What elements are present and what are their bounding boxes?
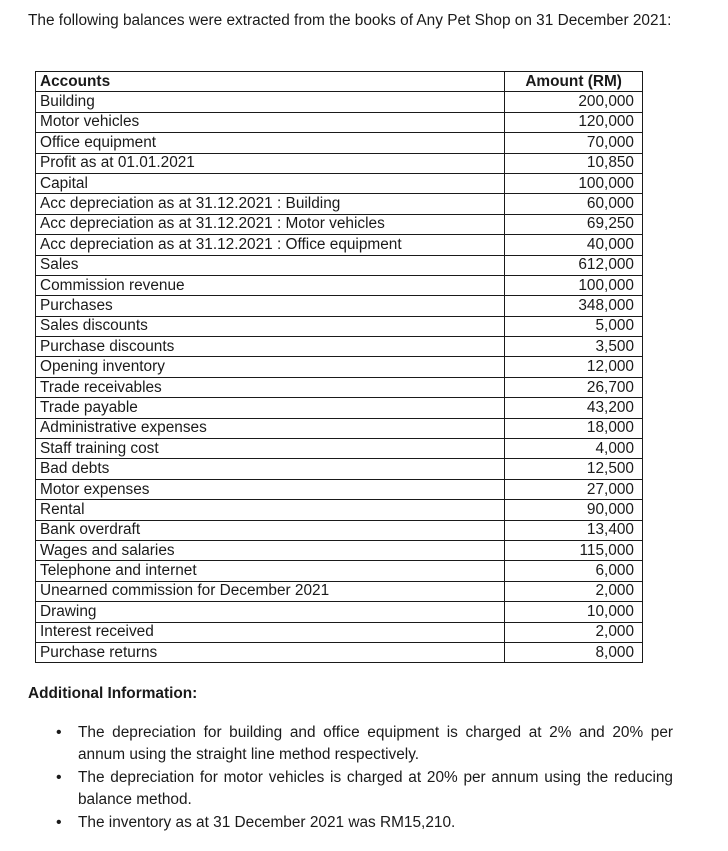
amount-cell: 13,400	[505, 520, 643, 540]
table-row	[36, 173, 643, 193]
amount-cell: 115,000	[505, 540, 643, 560]
amount-cell: 348,000	[505, 296, 643, 316]
amount-cell: 12,500	[505, 459, 643, 479]
list-item-text: The depreciation for motor vehicles is charged at 20% per annum using the reducing balance method.	[78, 769, 673, 808]
account-name-cell: Capital	[36, 173, 505, 193]
account-name-cell: Drawing	[36, 602, 505, 622]
intro-paragraph: The following balances were extracted from the books of Any Pet Shop on 31 December 2021:	[28, 12, 672, 29]
balances-table	[35, 71, 643, 663]
amount-cell: 2,000	[505, 581, 643, 601]
bullet-icon: •	[56, 724, 62, 741]
account-name-cell: Opening inventory	[36, 357, 505, 377]
additional-info-list	[28, 722, 673, 836]
table-row	[36, 642, 643, 662]
list-item	[28, 812, 673, 834]
table-header-row	[36, 72, 643, 92]
account-name-cell: Trade receivables	[36, 377, 505, 397]
table-row	[36, 561, 643, 581]
account-name-cell: Interest received	[36, 622, 505, 642]
account-name-cell: Telephone and internet	[36, 561, 505, 581]
amount-cell: 60,000	[505, 194, 643, 214]
table-row	[36, 459, 643, 479]
amount-cell: 612,000	[505, 255, 643, 275]
table-row	[36, 418, 643, 438]
account-name-cell: Sales	[36, 255, 505, 275]
table-row	[36, 602, 643, 622]
account-name-cell: Motor expenses	[36, 479, 505, 499]
account-name-cell: Rental	[36, 500, 505, 520]
bullet-icon: •	[56, 769, 62, 786]
table-row	[36, 255, 643, 275]
account-name-cell: Acc depreciation as at 31.12.2021 : Motor vehicles	[36, 214, 505, 234]
table-row	[36, 275, 643, 295]
list-item-text: The depreciation for building and office equipment is charged at 2% and 20% per annum using the straight line method respectively.	[78, 724, 673, 763]
amount-cell: 70,000	[505, 133, 643, 153]
table-row	[36, 520, 643, 540]
amount-header: Amount (RM)	[505, 72, 643, 92]
table-row	[36, 153, 643, 173]
account-name-cell: Purchase discounts	[36, 337, 505, 357]
amount-cell: 90,000	[505, 500, 643, 520]
amount-cell: 10,000	[505, 602, 643, 622]
amount-cell: 120,000	[505, 112, 643, 132]
amount-cell: 4,000	[505, 439, 643, 459]
table-row	[36, 235, 643, 255]
table-row	[36, 357, 643, 377]
table-row	[36, 479, 643, 499]
amount-cell: 26,700	[505, 377, 643, 397]
additional-info-heading: Additional Information:	[28, 685, 198, 702]
amount-cell: 10,850	[505, 153, 643, 173]
amount-cell: 69,250	[505, 214, 643, 234]
table-row	[36, 377, 643, 397]
amount-cell: 3,500	[505, 337, 643, 357]
table-row	[36, 622, 643, 642]
table-row	[36, 439, 643, 459]
table-row	[36, 112, 643, 132]
table-row	[36, 296, 643, 316]
list-item-text: The inventory as at 31 December 2021 was RM15,210.	[78, 814, 456, 831]
account-name-cell: Acc depreciation as at 31.12.2021 : Building	[36, 194, 505, 214]
amount-cell: 40,000	[505, 235, 643, 255]
amount-cell: 8,000	[505, 642, 643, 662]
table-row	[36, 214, 643, 234]
account-name-cell: Wages and salaries	[36, 540, 505, 560]
amount-cell: 27,000	[505, 479, 643, 499]
account-name-cell: Profit as at 01.01.2021	[36, 153, 505, 173]
account-name-cell: Building	[36, 92, 505, 112]
accounts-header: Accounts	[36, 72, 505, 92]
list-item	[28, 722, 673, 765]
amount-cell: 200,000	[505, 92, 643, 112]
account-name-cell: Bad debts	[36, 459, 505, 479]
amount-cell: 43,200	[505, 398, 643, 418]
table-row	[36, 540, 643, 560]
bullet-icon: •	[56, 814, 62, 831]
table-row	[36, 316, 643, 336]
account-name-cell: Office equipment	[36, 133, 505, 153]
account-name-cell: Motor vehicles	[36, 112, 505, 132]
account-name-cell: Acc depreciation as at 31.12.2021 : Office equipment	[36, 235, 505, 255]
account-name-cell: Purchase returns	[36, 642, 505, 662]
account-name-cell: Staff training cost	[36, 439, 505, 459]
amount-cell: 2,000	[505, 622, 643, 642]
amount-cell: 6,000	[505, 561, 643, 581]
account-name-cell: Administrative expenses	[36, 418, 505, 438]
table-row	[36, 398, 643, 418]
account-name-cell: Purchases	[36, 296, 505, 316]
account-name-cell: Commission revenue	[36, 275, 505, 295]
table-row	[36, 92, 643, 112]
table-row	[36, 337, 643, 357]
balances-body	[36, 92, 643, 663]
table-row	[36, 581, 643, 601]
account-name-cell: Trade payable	[36, 398, 505, 418]
amount-cell: 5,000	[505, 316, 643, 336]
amount-cell: 100,000	[505, 173, 643, 193]
table-row	[36, 500, 643, 520]
amount-cell: 18,000	[505, 418, 643, 438]
table-row	[36, 133, 643, 153]
amount-cell: 100,000	[505, 275, 643, 295]
account-name-cell: Sales discounts	[36, 316, 505, 336]
account-name-cell: Bank overdraft	[36, 520, 505, 540]
account-name-cell: Unearned commission for December 2021	[36, 581, 505, 601]
table-row	[36, 194, 643, 214]
list-item	[28, 767, 673, 810]
amount-cell: 12,000	[505, 357, 643, 377]
